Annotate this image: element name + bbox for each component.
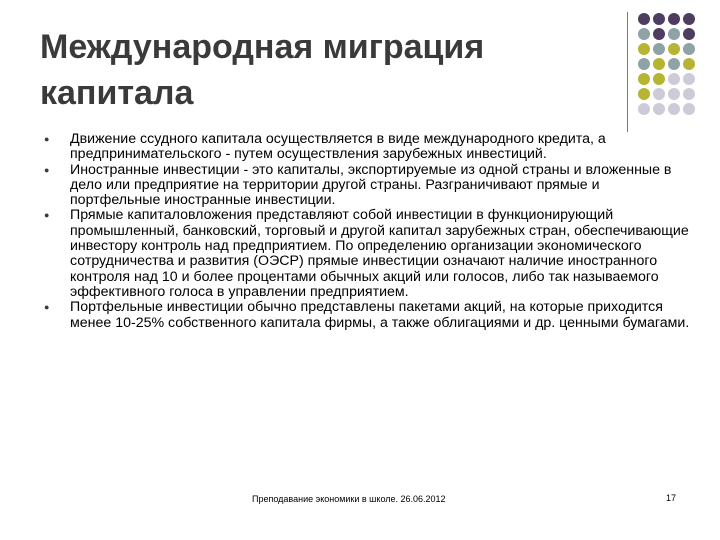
decorative-dot (668, 13, 680, 25)
decorative-dot (653, 103, 665, 115)
decorative-dot (653, 58, 665, 70)
decorative-dot (668, 73, 680, 85)
bullet-list (42, 132, 692, 331)
decorative-dot (653, 28, 665, 40)
decorative-dot (638, 43, 650, 55)
bullet-item (42, 132, 692, 163)
decorative-dot (668, 43, 680, 55)
decorative-dot (638, 28, 650, 40)
decorative-dot (638, 103, 650, 115)
decorative-dot (683, 103, 695, 115)
footer-text: Преподавание экономики в школе. 26.06.2012 (252, 494, 446, 504)
bullet-item (42, 300, 692, 331)
decorative-dot (683, 58, 695, 70)
decorative-dot (638, 13, 650, 25)
decorative-dot (653, 88, 665, 100)
decorative-dot (668, 58, 680, 70)
bullet-text: Портфельные инвестиции обычно представлены пакетами акций, на которые приходится менее 10-25% собственного капитала фирмы, а также облигациями и др. ценными бумагами. (70, 299, 690, 331)
bullet-text: Прямые капиталовложения представляют собой инвестиции в функционирующий промышленный, банковский, торговый и другой капитал зарубежных стран, обеспечивающие инвестору контроль над предприятием. По определению организации экономического сотрудничества и развития (ОЭСР) прямые инвестиции означают наличие иностранного контроля над 10 и более процентами обычных акций или голосов, либо так называемого эффективного голоса в управлении предприятием. (70, 207, 689, 300)
decorative-dot (638, 88, 650, 100)
decorative-dot (683, 88, 695, 100)
decorative-dot (653, 43, 665, 55)
decorative-dot (668, 28, 680, 40)
bullet-marker: ● (44, 210, 50, 221)
page-number: 17 (666, 493, 677, 503)
bullet-text: Движение ссудного капитала осуществляется в виде международного кредита, а предпринимательского - путем осуществления зарубежных инвестиций. (70, 131, 606, 163)
decorative-dot (668, 103, 680, 115)
decorative-dot (683, 73, 695, 85)
slide-title: Международная миграция капитала (40, 28, 485, 112)
decorative-dot-grid (638, 13, 718, 113)
bullet-marker: ● (44, 302, 50, 313)
bullet-item (42, 163, 692, 209)
bullet-item (42, 208, 692, 300)
decorative-dot (638, 73, 650, 85)
decorative-dot (668, 88, 680, 100)
decorative-dot (683, 13, 695, 25)
decorative-dot (653, 73, 665, 85)
decorative-dot (638, 58, 650, 70)
bullet-marker: ● (44, 164, 50, 175)
bullet-marker: ● (44, 134, 50, 144)
decorative-dot (683, 43, 695, 55)
decorative-dot (683, 28, 695, 40)
divider-line (627, 12, 628, 132)
decorative-dot (653, 13, 665, 25)
bullet-text: Иностранные инвестиции - это капиталы, экспортируемые из одной страны и вложенные в дело или предприятие на территории другой страны. Разграничивают прямые и портфельные иностранные инвестиции. (70, 161, 672, 209)
